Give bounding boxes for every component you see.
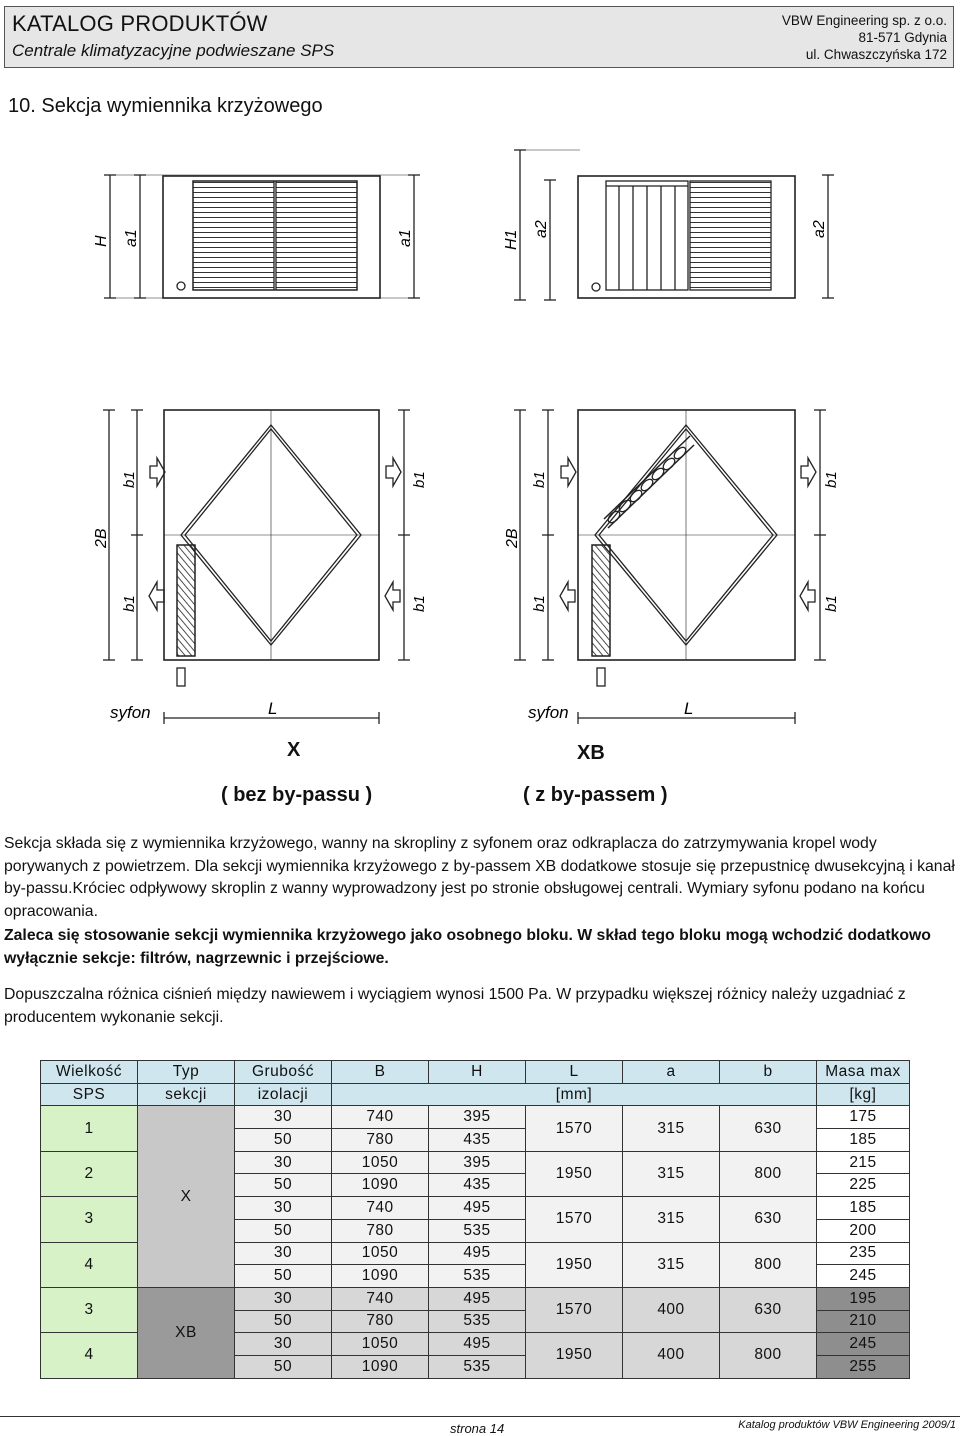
cell-b-dim: 800 [720,1242,817,1287]
table-header-row [41,1083,910,1106]
col-header-unit-kg: [kg] [817,1083,910,1106]
cell-b: 780 [332,1129,429,1152]
cell-mass: 245 [817,1265,910,1288]
cell-a: 315 [623,1197,720,1242]
dim-l-label: L [268,699,278,718]
cell-insulation: 30 [235,1287,332,1310]
cell-b: 780 [332,1310,429,1333]
spec-table [40,1060,910,1379]
col-header: izolacji [235,1083,332,1106]
cell-insulation: 50 [235,1355,332,1378]
cell-h: 535 [429,1355,526,1378]
catalog-edition: Katalog produktów VBW Engineering 2009/1 [738,1419,956,1431]
caption-xb: XB [577,742,605,764]
front-view-x [104,175,420,298]
cell-mass: 200 [817,1219,910,1242]
plan-view-xb [514,410,826,724]
cell-b-dim: 800 [720,1151,817,1196]
cell-mass: 225 [817,1174,910,1197]
dim-b1-label: b1 [531,595,548,612]
cell-insulation: 30 [235,1333,332,1356]
cell-mass: 185 [817,1197,910,1220]
cell-size: 1 [41,1106,138,1151]
cell-h: 535 [429,1310,526,1333]
cell-type: XB [138,1287,235,1378]
col-header: a [623,1061,720,1084]
cell-l: 1950 [526,1333,623,1378]
dim-h1-label: H1 [503,229,520,250]
cell-size: 3 [41,1287,138,1332]
dim-h-label: H [93,235,110,247]
cell-a: 315 [623,1106,720,1151]
recommendation-paragraph: Zaleca się stosowanie sekcji wymiennika krzyżowego jako osobnego bloku. W skład tego bloku mogą wchodzić dodatkowo wyłącznie sekcje: filtrów, nagrzewnic i przejściowe. [4,927,931,967]
cell-size: 4 [41,1242,138,1287]
cell-a: 400 [623,1287,720,1332]
cell-l: 1570 [526,1287,623,1332]
dim-b1-label: b1 [121,595,138,612]
col-header-unit-mm: [mm] [332,1083,817,1106]
cell-l: 1950 [526,1151,623,1196]
cell-a: 315 [623,1151,720,1196]
front-view-xb [514,150,834,300]
cell-b: 780 [332,1219,429,1242]
col-header: sekcji [138,1083,235,1106]
cell-l: 1950 [526,1242,623,1287]
cell-h: 535 [429,1265,526,1288]
dim-a1-label: a1 [123,229,140,247]
dim-b1-label: b1 [823,595,840,612]
col-header: B [332,1061,429,1084]
dim-2b-label: 2B [93,528,110,548]
cell-insulation: 50 [235,1219,332,1242]
company-name: VBW Engineering sp. z o.o. [781,13,947,28]
company-city: 81-571 Gdynia [858,30,947,45]
dim-b1-label: b1 [823,471,840,488]
col-header: Typ [138,1061,235,1084]
cell-insulation: 50 [235,1129,332,1152]
col-header: H [429,1061,526,1084]
cell-mass: 255 [817,1355,910,1378]
description [4,833,956,1029]
dim-b1-label: b1 [531,471,548,488]
cell-h: 495 [429,1333,526,1356]
table-row [41,1287,910,1310]
table-header-row [41,1061,910,1084]
cell-l: 1570 [526,1197,623,1242]
cell-b: 1090 [332,1355,429,1378]
dim-b1-label: b1 [411,471,428,488]
cell-b: 1050 [332,1333,429,1356]
dim-b1-label: b1 [121,471,138,488]
cell-h: 395 [429,1106,526,1129]
cell-b: 1050 [332,1151,429,1174]
col-header: Masa max [817,1061,910,1084]
cell-h: 435 [429,1129,526,1152]
cell-insulation: 50 [235,1310,332,1333]
dim-a2-right-label: a2 [811,220,828,238]
dim-b1-label: b1 [411,595,428,612]
col-header: Grubość [235,1061,332,1084]
catalog-title: KATALOG PRODUKTÓW [12,11,268,36]
description-paragraph: Sekcja składa się z wymiennika krzyżowego, wanny na skropliny z syfonem oraz odkraplacza do zatrzymywania kropel wody porywanych z powietrzem. Dla sekcji wymiennika krzyżowego z by-passem XB dodatkowe stosuje się przepustnicę dwusekcyjną i kanał by-passu.Króciec odpływowy skroplin z wanny wyprowadzony jest po stronie obsługowej centrali. Wymiary syfonu podano na końcu opracowania. [4,835,955,920]
footer-divider [0,1416,960,1417]
col-header: SPS [41,1083,138,1106]
cell-mass: 215 [817,1151,910,1174]
dim-a1-right-label: a1 [397,229,414,247]
cell-insulation: 30 [235,1106,332,1129]
cell-mass: 210 [817,1310,910,1333]
cell-h: 535 [429,1219,526,1242]
cell-type: X [138,1106,235,1288]
cell-a: 400 [623,1333,720,1378]
cell-h: 435 [429,1174,526,1197]
col-header: Wielkość [41,1061,138,1084]
caption-xb-sub: ( z by-passem ) [523,784,668,806]
cell-mass: 195 [817,1287,910,1310]
page-number: strona 14 [450,1421,505,1436]
cell-b: 1050 [332,1242,429,1265]
cell-insulation: 30 [235,1197,332,1220]
catalog-subtitle: Centrale klimatyzacyjne podwieszane SPS [12,41,335,60]
table-row [41,1106,910,1129]
cell-insulation: 50 [235,1265,332,1288]
cell-l: 1570 [526,1106,623,1151]
cell-b: 740 [332,1197,429,1220]
cell-b-dim: 630 [720,1287,817,1332]
cell-b: 740 [332,1287,429,1310]
cell-b: 1090 [332,1174,429,1197]
cell-insulation: 30 [235,1242,332,1265]
cell-b: 1090 [332,1265,429,1288]
cell-mass: 235 [817,1242,910,1265]
cell-b: 740 [332,1106,429,1129]
col-header: b [720,1061,817,1084]
caption-x: X [287,739,301,761]
dim-a2-label: a2 [533,220,550,238]
pressure-paragraph: Dopuszczalna różnica ciśnień między nawiewem i wyciągiem wynosi 1500 Pa. W przypadku większej różnicy należy uzgadniać z producentem wykonanie sekcji. [4,986,906,1026]
syfon-label: syfon [110,703,151,722]
section-title: 10. Sekcja wymiennika krzyżowego [8,95,323,117]
plan-view-x [103,410,410,724]
cell-size: 2 [41,1151,138,1196]
syfon-label: syfon [528,703,569,722]
cell-h: 495 [429,1197,526,1220]
cell-insulation: 30 [235,1151,332,1174]
cell-h: 395 [429,1151,526,1174]
caption-x-sub: ( bez by-passu ) [221,784,373,806]
cell-size: 3 [41,1197,138,1242]
dim-l-label: L [684,699,694,718]
cell-mass: 175 [817,1106,910,1129]
cell-h: 495 [429,1242,526,1265]
company-street: ul. Chwaszczyńska 172 [805,47,947,62]
cell-a: 315 [623,1242,720,1287]
cell-b-dim: 630 [720,1197,817,1242]
cell-mass: 245 [817,1333,910,1356]
cell-b-dim: 630 [720,1106,817,1151]
cell-insulation: 50 [235,1174,332,1197]
cell-b-dim: 800 [720,1333,817,1378]
cell-mass: 185 [817,1129,910,1152]
col-header: L [526,1061,623,1084]
dim-2b-label: 2B [504,528,521,548]
cell-size: 4 [41,1333,138,1378]
cell-h: 495 [429,1287,526,1310]
